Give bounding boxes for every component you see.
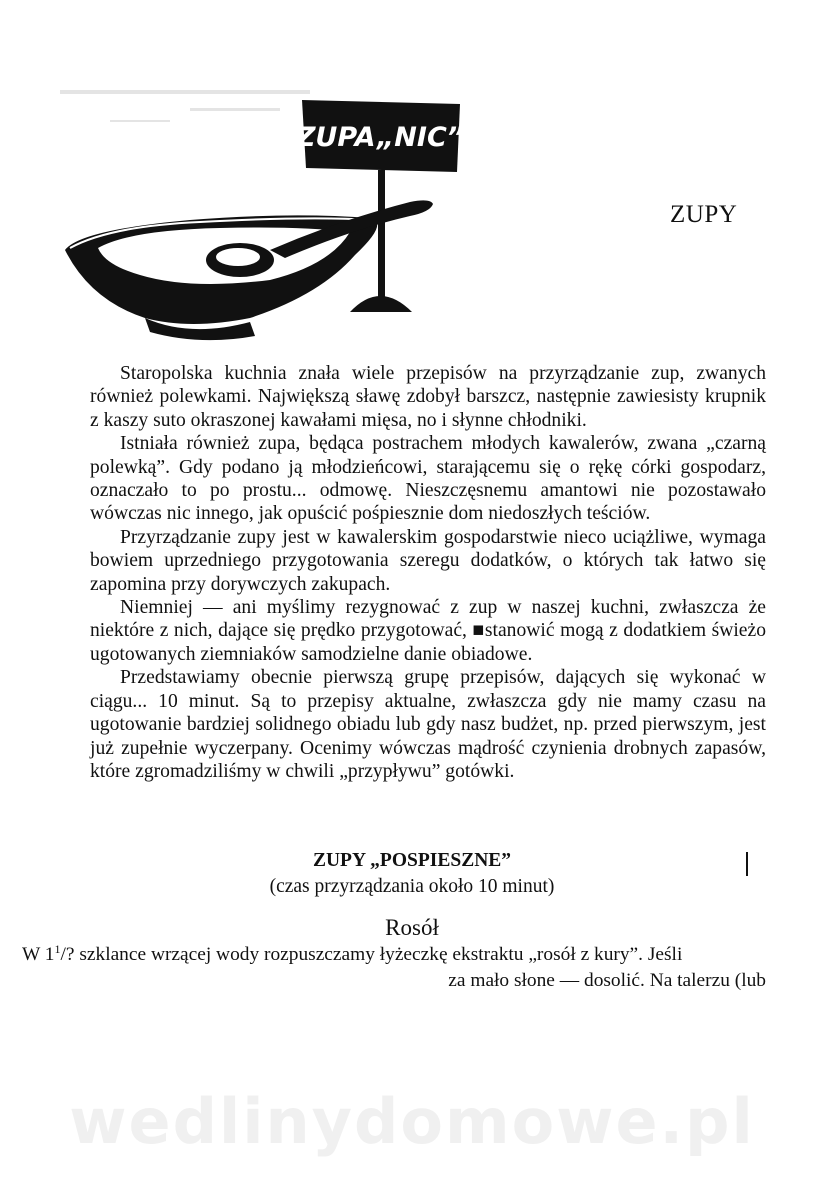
paragraph: Przyrządzanie zupy jest w kawalerskim gospodarstwie nieco uciążliwe, wymaga bowiem uprzedniego przygotowania szeregu dodatków, o których tak łatwo się zapomina przy dorywczych zakupach. bbox=[90, 526, 766, 595]
paragraph: Przedstawiamy obecnie pierwszą grupę przepisów, dających się wykonać w ciągu... 10 minut. Są to przepisy aktualne, zwłaszcza gdy nie mamy czasu na ugotowanie bardziej solidnego obiadu lub gdy nasz budżet, np. przed pierwszym, jest już zupełnie wyczerpany. Ocenimy wówczas mądrość czynienia drobnych zapasów, które zgromadziliśmy w chwili „przypływu” gotówki. bbox=[90, 667, 766, 782]
recipe-text-line bbox=[22, 944, 768, 966]
recipe-text-rest: /? szklance wrzącej wody rozpuszczamy łyżeczkę ekstraktu „rosół z kury”. Jeśli bbox=[60, 944, 683, 965]
soup-bowl-illustration bbox=[50, 80, 610, 355]
recipe-title: Rosół bbox=[385, 915, 439, 940]
recipe-fraction-sup: 1 bbox=[54, 942, 61, 956]
sign-text: ZUPA„NIC” bbox=[295, 122, 465, 153]
recipe-text-start: W 1 bbox=[22, 944, 55, 965]
chapter-title: ZUPY bbox=[670, 201, 738, 228]
paragraph: Staropolska kuchnia znała wiele przepisów na przyrządzanie zup, zwanych również polewkami. Największą sławę zdobył barszcz, następnie zawiesisty krupnik z kaszy suto okraszonej kawałami mięsa, no i słynne chłodniki. bbox=[90, 363, 766, 431]
watermark: wedlinydomowe.pl bbox=[69, 1085, 755, 1158]
margin-mark bbox=[746, 852, 748, 876]
paragraph: Istniała również zupa, będąca postrachem młodych kawalerów, zwana „czarną polewką”. Gdy podano ją młodzieńcowi, starającemu się o rękę córki gospodarz, oznaczało to po prostu... odmowę. Nieszczęsnemu amantowi nie pozostawało wówczas nic innego, jak opuścić pośpiesznie dom niedoszłych teściów. bbox=[90, 433, 766, 525]
section-heading: ZUPY „POSPIESZNE” bbox=[312, 850, 512, 871]
intro-text bbox=[90, 362, 766, 783]
paragraph: Niemniej — ani myślimy rezygnować z zup w naszej kuchni, zwłaszcza że niektóre z nich, dające się prędko przygotować, ■stanowić mogą z dodatkiem świeżo ugotowanych ziemniaków samodzielne danie obiadowe. bbox=[90, 597, 766, 665]
section-subheading: (czas przyrządzania około 10 minut) bbox=[269, 876, 555, 897]
recipe-text-line: za mało słone — dosolić. Na talerzu (lub bbox=[448, 970, 766, 991]
